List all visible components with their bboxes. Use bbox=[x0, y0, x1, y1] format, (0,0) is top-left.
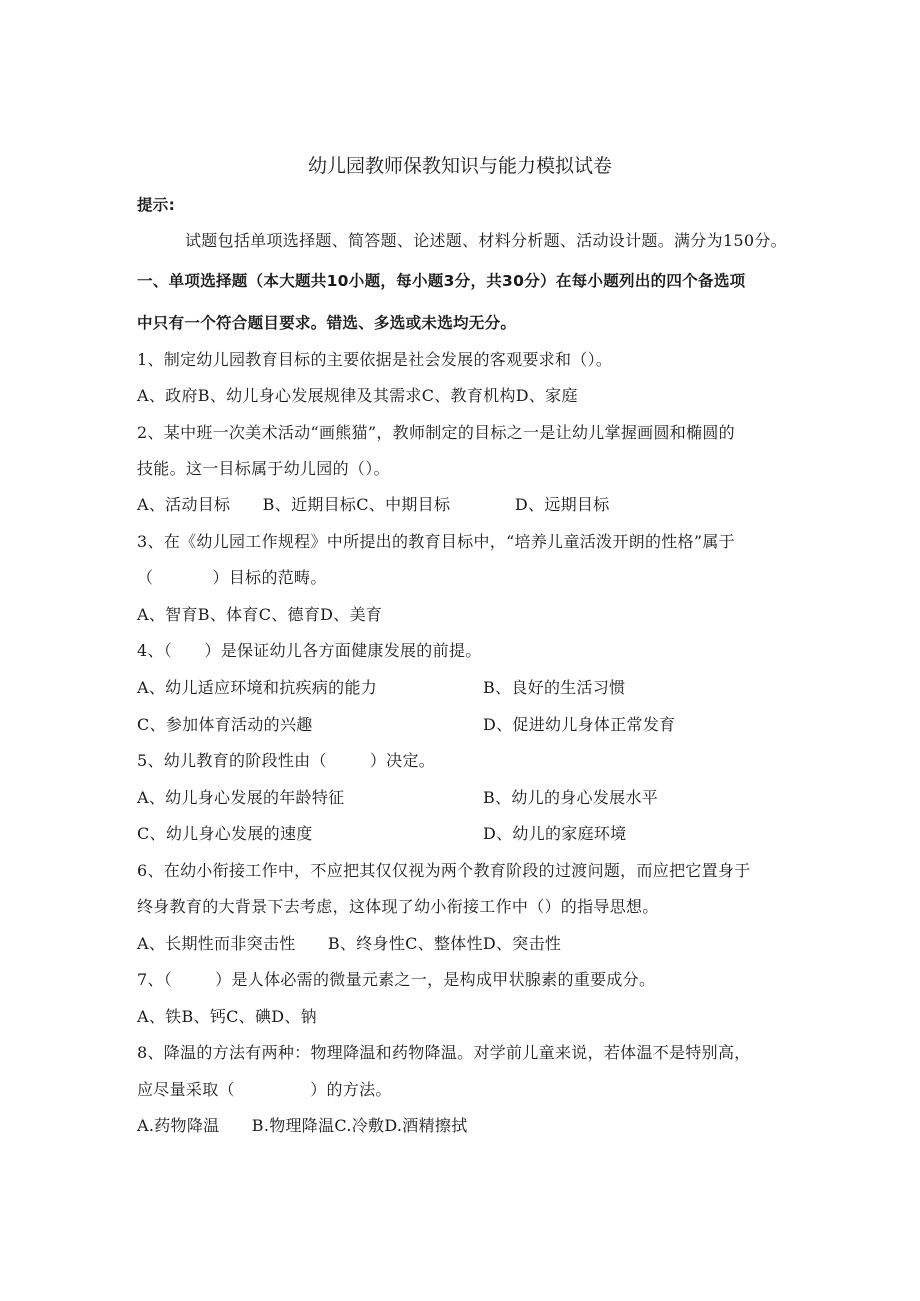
hint-text: 试题包括单项选择题、简答题、论述题、材料分析题、活动设计题。满分为150分。 bbox=[185, 231, 787, 250]
question-3-options: A、智育B、体育C、德育D、美育 bbox=[137, 605, 383, 624]
question-7-stem: 7、（ ）是人体必需的微量元素之一，是构成甲状腺素的重要成分。 bbox=[137, 970, 656, 989]
question-8-stem-line1: 8、降温的方法有两种：物理降温和药物降温。对学前儿童来说，若体温不是特别高， bbox=[137, 1043, 751, 1062]
question-4-stem: 4、（ ）是保证幼儿各方面健康发展的前提。 bbox=[137, 641, 482, 660]
question-1-stem: 1、制定幼儿园教育目标的主要依据是社会发展的客观要求和（）。 bbox=[137, 350, 613, 369]
question-6-stem-line1: 6、在幼小衔接工作中，不应把其仅仅视为两个教育阶段的过渡问题，而应把它置身于 bbox=[137, 861, 751, 880]
question-1-options: A、政府B、幼儿身心发展规律及其需求C、教育机构D、家庭 bbox=[137, 386, 578, 405]
question-8-options: A.药物降温 B.物理降温C.冷敷D.酒精擦拭 bbox=[137, 1116, 468, 1135]
question-2-stem-line1: 2、某中班一次美术活动“画熊猫”，教师制定的目标之一是让幼儿掌握画圆和椭圆的 bbox=[137, 423, 735, 442]
question-7-options: A、铁B、钙C、碘D、钠 bbox=[137, 1007, 317, 1026]
question-5-option-a: A、幼儿身心发展的年龄特征 bbox=[137, 788, 345, 807]
question-5-option-b: B、幼儿的身心发展水平 bbox=[483, 788, 659, 807]
question-4-option-b: B、良好的生活习惯 bbox=[483, 678, 626, 697]
question-6-options: A、长期性而非突击性 B、终身性C、整体性D、突击性 bbox=[137, 934, 562, 953]
question-3-stem-line2: （ ）目标的范畴。 bbox=[137, 568, 327, 587]
question-5-stem: 5、幼儿教育的阶段性由（ ）决定。 bbox=[137, 751, 436, 770]
question-6-stem-line2: 终身教育的大背景下去考虑，这体现了幼小衔接工作中（）的指导思想。 bbox=[137, 897, 659, 916]
section-heading-line1: 一、单项选择题（本大题共10小题，每小题3分，共30分）在每小题列出的四个备选项 bbox=[137, 272, 746, 290]
question-4-option-c: C、参加体育活动的兴趣 bbox=[137, 715, 313, 734]
hint-label: 提示: bbox=[137, 196, 176, 214]
question-5-option-c: C、幼儿身心发展的速度 bbox=[137, 824, 313, 843]
question-5-option-d: D、幼儿的家庭环境 bbox=[483, 824, 627, 843]
question-4-option-d: D、促进幼儿身体正常发育 bbox=[483, 715, 676, 734]
question-2-options: A、活动目标 B、近期目标C、中期目标 D、远期目标 bbox=[137, 495, 610, 514]
question-8-stem-line2: 应尽量采取（ ）的方法。 bbox=[137, 1080, 392, 1099]
question-2-stem-line2: 技能。这一目标属于幼儿园的（）。 bbox=[137, 459, 390, 478]
question-3-stem-line1: 3、在《幼儿园工作规程》中所提出的教育目标中，“培养儿童活泼开朗的性格”属于 bbox=[137, 532, 735, 551]
question-4-option-a: A、幼儿适应环境和抗疾病的能力 bbox=[137, 678, 378, 697]
page-title: 幼儿园教师保教知识与能力模拟试卷 bbox=[307, 155, 612, 177]
section-heading-line2: 中只有一个符合题目要求。错选、多选或未选均无分。 bbox=[137, 314, 517, 332]
